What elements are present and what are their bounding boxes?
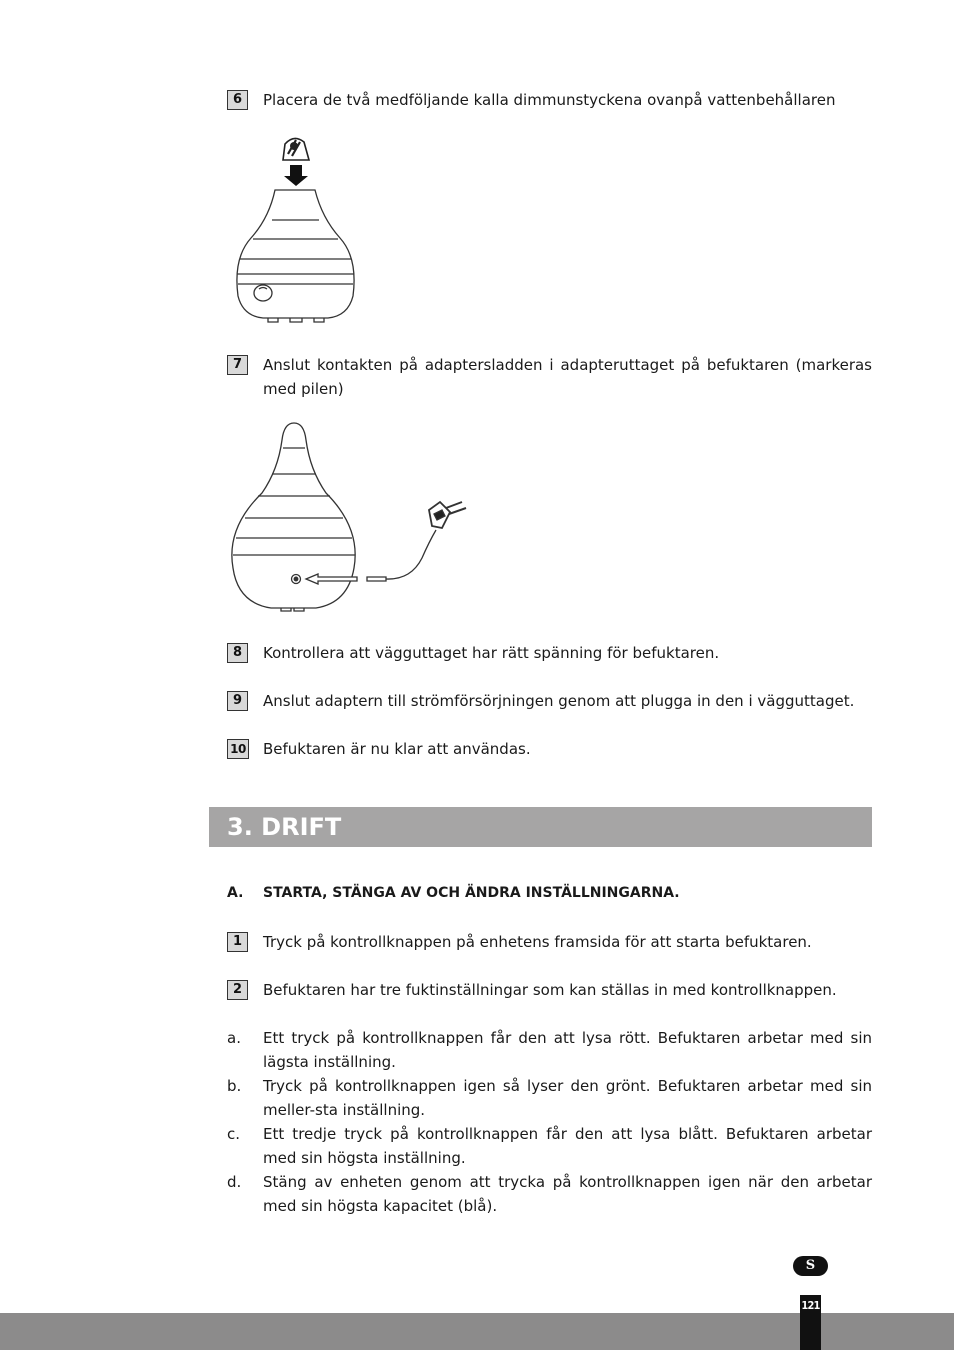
list-item-letter: d. bbox=[227, 1173, 242, 1191]
step-9-text: Anslut adaptern till strömförsörjningen genom att plugga in den i vägguttaget. bbox=[263, 692, 855, 710]
step-number-1: 1 bbox=[227, 932, 248, 952]
step-7-text: Anslut kontakten på adaptersladden i adapteruttaget på befuktaren (markeras med pilen) bbox=[263, 356, 872, 398]
step-10-text: Befuktaren är nu klar att användas. bbox=[263, 740, 531, 758]
step-number-10: 10 bbox=[227, 739, 249, 759]
page-number: 121 bbox=[801, 1299, 820, 1312]
humidifier-nozzle-illustration bbox=[228, 128, 363, 326]
step-2-text: Befuktaren har tre fuktinställningar som kan ställas in med kontrollknappen. bbox=[263, 981, 837, 999]
list-item-text: Tryck på kontrollknappen igen så lyser den grönt. Befuktaren arbetar med sin meller-sta inställning. bbox=[263, 1077, 872, 1119]
language-badge: S bbox=[793, 1256, 828, 1276]
list-item-letter: a. bbox=[227, 1029, 241, 1047]
step-number-7: 7 bbox=[227, 355, 248, 375]
section-header-bar bbox=[209, 807, 872, 847]
step-6-text: Placera de två medföljande kalla dimmunstyckena ovanpå vattenbehållaren bbox=[263, 91, 836, 109]
list-item-text: Ett tredje tryck på kontrollknappen får den att lysa blått. Befuktaren arbetar med sin högsta inställning. bbox=[263, 1125, 872, 1167]
step-number-8: 8 bbox=[227, 643, 248, 663]
page-number-tab bbox=[800, 1295, 821, 1350]
step-8-text: Kontrollera att vägguttaget har rätt spänning för befuktaren. bbox=[263, 644, 720, 662]
list-item-text: Ett tryck på kontrollknappen får den att lysa rött. Befuktaren arbetar med sin lägsta inställning. bbox=[263, 1029, 872, 1071]
step-number-6: 6 bbox=[227, 90, 248, 110]
list-item-letter: c. bbox=[227, 1125, 241, 1143]
subsection-letter: A. bbox=[227, 885, 244, 901]
list-item-letter: b. bbox=[227, 1077, 242, 1095]
subsection-title: STARTA, STÄNGA AV OCH ÄNDRA INSTÄLLNINGARNA. bbox=[263, 885, 680, 901]
step-number-2: 2 bbox=[227, 980, 248, 1000]
humidifier-adapter-illustration bbox=[226, 418, 474, 616]
section-title: 3. DRIFT bbox=[227, 813, 342, 841]
step-number-9: 9 bbox=[227, 691, 248, 711]
list-item-text: Stäng av enheten genom att trycka på kontrollknappen igen när den arbetar med sin högsta kapacitet (blå). bbox=[263, 1173, 872, 1215]
step-1-text: Tryck på kontrollknappen på enhetens framsida för att starta befuktaren. bbox=[263, 933, 812, 951]
